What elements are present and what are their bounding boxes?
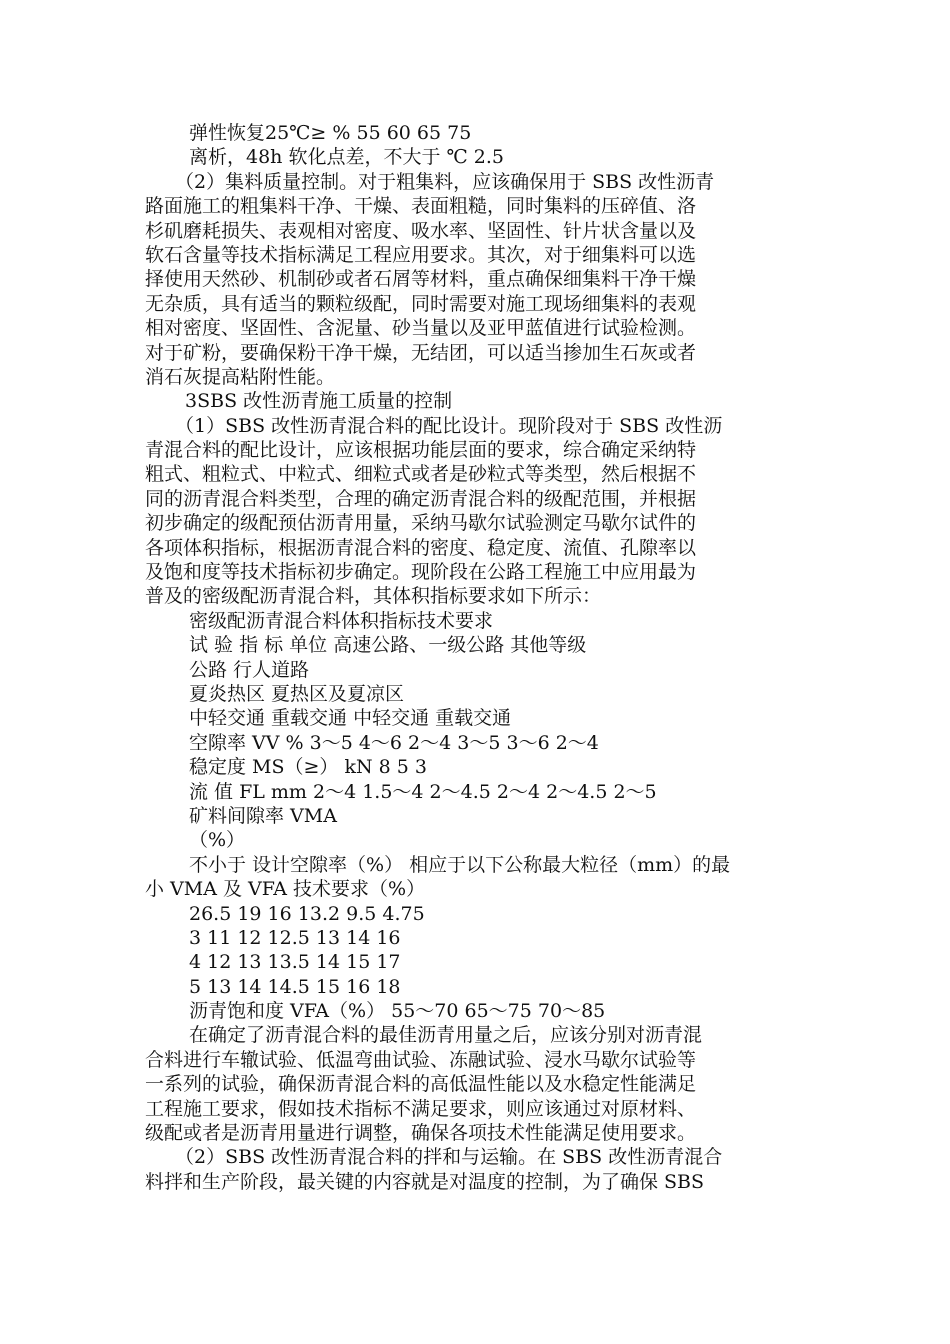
table-row-line: 小 VMA 及 VFA 技术要求（%）	[145, 878, 426, 901]
text-line: 级配或者是沥青用量进行调整，确保各项技术性能满足使用要求。	[145, 1122, 697, 1145]
paragraph-start-line: （2）SBS 改性沥青混合料的拌和与运输。在 SBS 改性沥青混合	[175, 1146, 723, 1169]
text-line: 初步确定的级配预估沥青用量，采纳马歇尔试验测定马歇尔试件的	[145, 512, 697, 535]
text-line: 青混合料的配比设计，应该根据功能层面的要求，综合确定采纳特	[145, 439, 697, 462]
table-row-line: 流 值 FL mm 2～4 1.5～4 2～4.5 2～4 2～4.5 2～5	[189, 780, 657, 803]
text-line: 同的沥青混合料类型，合理的确定沥青混合料的级配范围，并根据	[145, 487, 697, 510]
paragraph-start-line: 在确定了沥青混合料的最佳沥青用量之后，应该分别对沥青混	[189, 1024, 703, 1047]
text-line: 对于矿粉，要确保粉干净干燥，无结团，可以适当掺加生石灰或者	[145, 341, 697, 364]
table-row-line: 3 11 12 12.5 13 14 16	[189, 926, 401, 949]
text-line: 杉矶磨耗损失、表观相对密度、吸水率、坚固性、针片状含量以及	[145, 219, 697, 242]
text-line: 普及的密级配沥青混合料，其体积指标要求如下所示：	[145, 585, 602, 608]
text-line: 离析，48h 软化点差，不大于 ℃ 2.5	[189, 146, 505, 169]
text-line: 择使用天然砂、机制砂或者石屑等材料，重点确保细集料干净干燥	[145, 268, 697, 291]
text-line: 软石含量等技术指标满足工程应用要求。其次，对于细集料可以选	[145, 243, 697, 266]
text-line: 粗式、粗粒式、中粒式、细粒式或者是砂粒式等类型，然后根据不	[145, 463, 697, 486]
text-line: 弹性恢复25℃≥ % 55 60 65 75	[189, 122, 472, 144]
table-row-line: 空隙率 VV % 3～5 4～6 2～4 3～5 3～6 2～4	[189, 731, 599, 754]
table-row-line: 4 12 13 13.5 14 15 17	[189, 951, 401, 974]
table-row-line: 沥青饱和度 VFA（%） 55～70 65～75 70～85	[189, 1000, 606, 1023]
document-body	[145, 121, 805, 1194]
table-header-line: 公路 行人道路	[189, 658, 310, 681]
table-row-line: 矿料间隙率 VMA	[189, 804, 337, 827]
text-line: 路面施工的粗集料干净、干燥、表面粗糙，同时集料的压碎值、洛	[145, 195, 697, 218]
section-heading: 3SBS 改性沥青施工质量的控制	[185, 390, 453, 413]
table-row-line: 不小于 设计空隙率（%） 相应于以下公称最大粒径（mm）的最	[189, 853, 731, 876]
text-line: 料拌和生产阶段，最关键的内容就是对温度的控制，为了确保 SBS	[145, 1170, 705, 1193]
paragraph-start-line: （1）SBS 改性沥青混合料的配比设计。现阶段对于 SBS 改性沥	[175, 414, 723, 437]
table-row-line: （%）	[189, 829, 246, 852]
text-line: 合料进行车辙试验、低温弯曲试验、冻融试验、浸水马歇尔试验等	[145, 1048, 697, 1071]
table-caption: 密级配沥青混合料体积指标技术要求	[189, 609, 494, 632]
text-line: 相对密度、坚固性、含泥量、砂当量以及亚甲蓝值进行试验检测。	[145, 317, 697, 340]
text-line: 消石灰提高粘附性能。	[145, 365, 336, 388]
text-line: 一系列的试验，确保沥青混合料的高低温性能以及水稳定性能满足	[145, 1073, 697, 1096]
text-line: 各项体积指标，根据沥青混合料的密度、稳定度、流值、孔隙率以	[145, 536, 697, 559]
table-header-line: 中轻交通 重载交通 中轻交通 重载交通	[189, 707, 512, 730]
table-row-line: 5 13 14 14.5 15 16 18	[189, 975, 401, 998]
table-row-line: 稳定度 MS（≥） kN 8 5 3	[189, 756, 427, 779]
text-line: 无杂质，具有适当的颗粒级配，同时需要对施工现场细集料的表观	[145, 292, 697, 315]
table-header-line: 试 验 指 标 单位 高速公路、一级公路 其他等级	[189, 634, 587, 657]
table-header-line: 夏炎热区 夏热区及夏凉区	[189, 682, 405, 705]
table-row-line: 26.5 19 16 13.2 9.5 4.75	[189, 902, 425, 925]
paragraph-start-line: （2）集料质量控制。对于粗集料，应该确保用于 SBS 改性沥青	[175, 170, 715, 193]
text-line: 工程施工要求，假如技术指标不满足要求，则应该通过对原材料、	[145, 1097, 697, 1120]
text-line: 及饱和度等技术指标初步确定。现阶段在公路工程施工中应用最为	[145, 561, 697, 584]
